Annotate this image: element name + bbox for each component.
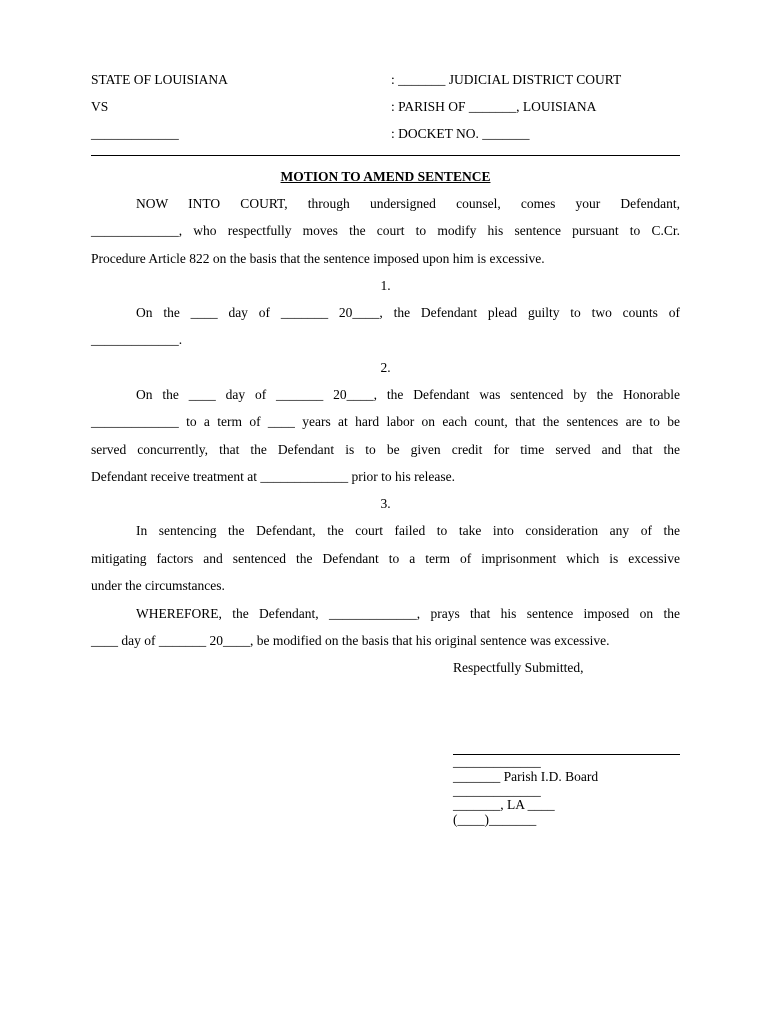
caption-state: STATE OF LOUISIANA: [91, 72, 228, 87]
intro-line-2: _____________, who respectfully moves the court to modify his sentence pursuant to C.Cr.: [91, 223, 680, 238]
document-title: MOTION TO AMEND SENTENCE: [280, 169, 491, 184]
intro-line-1: NOW INTO COURT, through undersigned counsel, comes your Defendant,: [136, 196, 680, 211]
wherefore-line-1: WHEREFORE, the Defendant, _____________, prays that his sentence imposed on the: [136, 606, 680, 621]
section-1-line-2: _____________.: [91, 332, 183, 347]
wherefore-line-2: ____ day of _______ 20____, be modified on the basis that his original sentence was excessive.: [91, 633, 610, 648]
signature-board: _______ Parish I.D. Board: [453, 769, 599, 784]
section-2-line-4: Defendant receive treatment at _____________ prior to his release.: [91, 469, 455, 484]
section-3-line-2: mitigating factors and sentenced the Defendant to a term of imprisonment which is excessive: [91, 551, 680, 566]
caption-divider: [91, 155, 680, 156]
signature-city-state: _______, LA ____: [453, 797, 555, 812]
section-3-number: 3.: [380, 496, 391, 511]
section-3-line-3: under the circumstances.: [91, 578, 225, 593]
caption-party-blank: _____________: [91, 126, 179, 141]
section-2-number: 2.: [380, 360, 391, 375]
caption-vs: VS: [91, 99, 109, 114]
caption-docket: : DOCKET NO. _______: [391, 126, 530, 141]
section-1-number: 1.: [380, 278, 391, 293]
section-2-line-1: On the ____ day of _______ 20____, the Defendant was sentenced by the Honorable: [136, 387, 680, 402]
section-1-line-1: On the ____ day of _______ 20____, the Defendant plead guilty to two counts of: [136, 305, 680, 320]
signature-name-blank: _____________: [453, 754, 541, 769]
intro-line-3: Procedure Article 822 on the basis that the sentence imposed upon him is excessive.: [91, 251, 545, 266]
caption-court: : _______ JUDICIAL DISTRICT COURT: [391, 72, 622, 87]
section-3-line-1: In sentencing the Defendant, the court failed to take into consideration any of the: [136, 523, 680, 538]
section-2-line-2: _____________ to a term of ____ years at hard labor on each count, that the sentences are to be: [91, 414, 680, 429]
signature-closing: Respectfully Submitted,: [453, 660, 584, 675]
signature-phone: (____)_______: [453, 812, 537, 827]
caption-parish: : PARISH OF _______, LOUISIANA: [391, 99, 597, 114]
signature-address-blank: _____________: [453, 783, 541, 798]
section-2-line-3: served concurrently, that the Defendant is to be given credit for time served and that the: [91, 442, 680, 457]
